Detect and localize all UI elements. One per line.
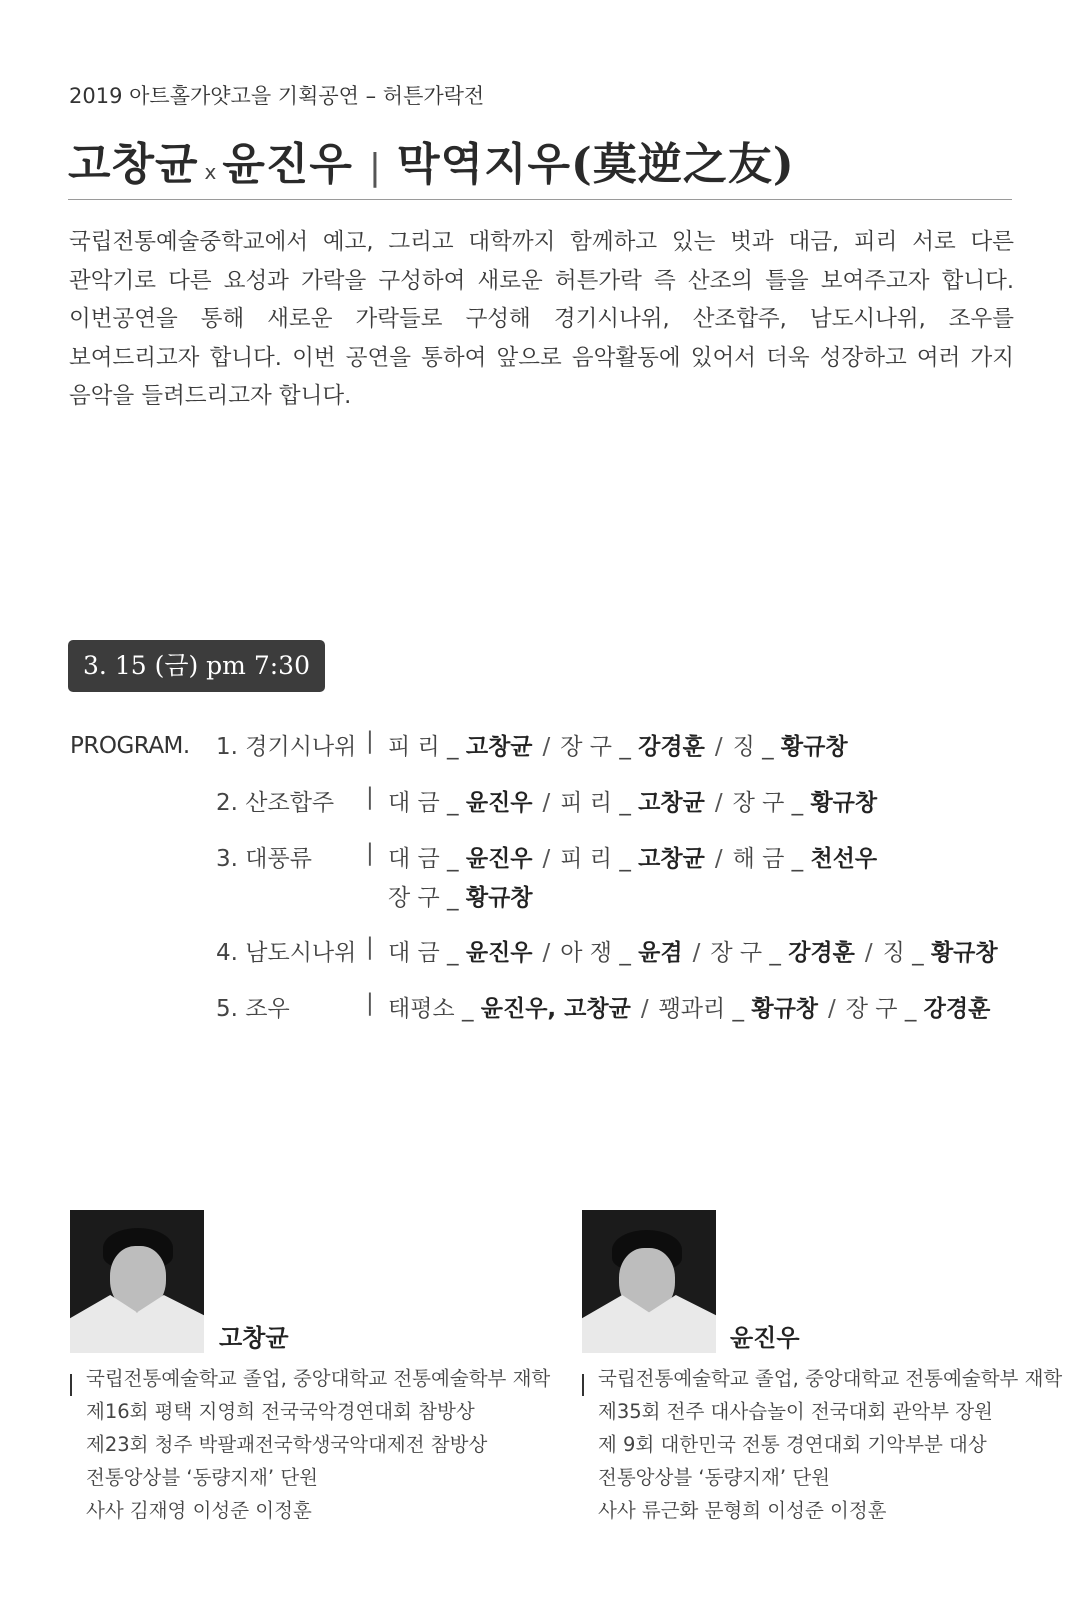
performer-name: 고창균 bbox=[465, 734, 533, 760]
bio-line: 전통앙상블 ‘동량지재’ 단원 bbox=[598, 1466, 831, 1489]
program-item-performers bbox=[388, 840, 877, 873]
program-item-performers bbox=[388, 728, 848, 761]
performer-name: 윤진우 bbox=[465, 846, 533, 872]
date-badge: 3. 15 (금) pm 7:30 bbox=[68, 640, 325, 692]
bio-line: 사사 류근화 문형희 이성준 이정훈 bbox=[598, 1499, 887, 1522]
program-separator: / bbox=[692, 940, 701, 966]
program-item-bar: | bbox=[366, 728, 374, 754]
performer-name: 황규창 bbox=[465, 885, 533, 911]
bio-line: 전통앙상블 ‘동량지재’ 단원 bbox=[86, 1466, 319, 1489]
bio-line: 제16회 평택 지영희 전국국악경연대회 참방상 bbox=[86, 1400, 475, 1423]
program-item-name: 5. 조우 bbox=[216, 996, 290, 1022]
instrument-label: 장 구 _ bbox=[845, 996, 917, 1022]
bio-line: 제35회 전주 대사습놀이 전국대회 관악부 장원 bbox=[598, 1400, 993, 1423]
performer-name: 고창균 bbox=[638, 846, 705, 872]
program-separator: / bbox=[864, 940, 873, 966]
performer-name: 황규창 bbox=[930, 940, 998, 966]
intro-text bbox=[69, 223, 1014, 416]
instrument-label: 태평소 _ bbox=[388, 996, 474, 1022]
intro-line: 이번공연을 통해 새로운 가락들로 구성해 경기시나위, 산조합주, 남도시나위, 조우를 bbox=[69, 306, 1014, 332]
profile-bio-2 bbox=[582, 1362, 1062, 1527]
performer-name: 황규창 bbox=[810, 790, 878, 816]
instrument-label: 해 금 _ bbox=[732, 846, 804, 872]
instrument-label: 대 금 _ bbox=[388, 846, 459, 872]
performer-name: 윤겸 bbox=[638, 940, 683, 966]
program-item-bar: | bbox=[366, 784, 374, 810]
performer-name: 윤진우 bbox=[465, 790, 533, 816]
performer-photo-1 bbox=[70, 1210, 204, 1353]
intro-line: 음악을 들려드리고자 합니다. bbox=[69, 383, 352, 409]
program-separator: / bbox=[542, 734, 551, 760]
program-separator: / bbox=[542, 940, 551, 966]
program-separator: / bbox=[828, 996, 836, 1022]
program-item-bar: | bbox=[366, 934, 374, 960]
performer-name: 황규창 bbox=[751, 996, 819, 1022]
program-item-name: 2. 산조합주 bbox=[216, 790, 335, 816]
performer-photo-2 bbox=[582, 1210, 716, 1353]
program-separator: / bbox=[714, 734, 723, 760]
program-separator: / bbox=[714, 846, 723, 872]
profile-name-2: 윤진우 bbox=[730, 1324, 800, 1352]
bio-bar bbox=[582, 1374, 584, 1396]
profile-bio-1 bbox=[70, 1362, 550, 1527]
performer-name: 강경훈 bbox=[923, 996, 991, 1022]
instrument-label: 아 쟁 _ bbox=[560, 940, 631, 966]
performer-name-1: 고창균 bbox=[68, 139, 199, 190]
program-item-name: 1. 경기시나위 bbox=[216, 734, 357, 760]
instrument-label: 피 리 _ bbox=[388, 734, 459, 760]
program-item-name: 4. 남도시나위 bbox=[216, 940, 357, 966]
intro-line: 국립전통예술중학교에서 예고, 그리고 대학까지 함께하고 있는 벗과 대금, 피리 서로 다른 bbox=[69, 229, 1014, 255]
instrument-label: 장 구 _ bbox=[710, 940, 781, 966]
event-subtitle: 2019 아트홀가얏고을 기획공연 – 허튼가락전 bbox=[69, 84, 485, 108]
profile-name-1: 고창균 bbox=[219, 1324, 289, 1352]
concert-title: 막역지우(莫逆之友) bbox=[397, 139, 795, 190]
performer-name: 강경훈 bbox=[788, 940, 855, 966]
intro-line: 관악기로 다른 요성과 가락을 구성하여 새로운 허튼가락 즉 산조의 틀을 보여주고자 합니다. bbox=[69, 267, 1014, 294]
page-title bbox=[68, 128, 795, 188]
instrument-label: 피 리 _ bbox=[560, 846, 631, 872]
performer-name: 강경훈 bbox=[638, 734, 705, 760]
performer-name-2: 윤진우 bbox=[222, 139, 353, 190]
program-item-performers bbox=[388, 990, 990, 1023]
program-separator: / bbox=[640, 996, 649, 1022]
title-divider: | bbox=[368, 147, 382, 188]
instrument-label: 장 구 _ bbox=[560, 734, 631, 760]
bio-line: 제23회 청주 박팔괘전국학생국악대제전 참방상 bbox=[86, 1433, 488, 1456]
title-rule bbox=[68, 199, 1012, 200]
bio-line: 사사 김재영 이성준 이정훈 bbox=[86, 1499, 312, 1522]
performer-name: 천선우 bbox=[810, 846, 878, 872]
program-item-name: 3. 대풍류 bbox=[216, 846, 312, 872]
program-item-performers bbox=[388, 934, 998, 967]
program-item-bar: | bbox=[366, 990, 374, 1016]
bio-line: 국립전통예술학교 졸업, 중앙대학교 전통예술학부 재학 bbox=[86, 1367, 551, 1390]
program-separator: / bbox=[714, 790, 723, 816]
program-separator: / bbox=[542, 790, 551, 816]
bio-line: 국립전통예술학교 졸업, 중앙대학교 전통예술학부 재학 bbox=[598, 1367, 1063, 1390]
bio-bar bbox=[70, 1374, 72, 1396]
performer-name: 윤진우, 고창균 bbox=[480, 996, 631, 1022]
program-item-bar: | bbox=[366, 840, 374, 866]
bio-line: 제 9회 대한민국 전통 경연대회 기악부분 대상 bbox=[598, 1433, 987, 1456]
instrument-label: 꽹과리 _ bbox=[658, 996, 745, 1022]
instrument-label: 징 _ bbox=[882, 940, 924, 966]
instrument-label: 장 구 _ bbox=[388, 885, 459, 911]
program-item-performers-line2 bbox=[388, 879, 533, 912]
instrument-label: 장 구 _ bbox=[732, 790, 804, 816]
program-separator: / bbox=[542, 846, 551, 872]
instrument-label: 징 _ bbox=[732, 734, 774, 760]
performer-name: 윤진우 bbox=[465, 940, 533, 966]
program-label: PROGRAM. bbox=[70, 733, 190, 759]
instrument-label: 대 금 _ bbox=[388, 940, 459, 966]
performer-name: 황규창 bbox=[780, 734, 848, 760]
intro-line: 보여드리고자 합니다. 이번 공연을 통하여 앞으로 음악활동에 있어서 더욱 성장하고 여러 가지 bbox=[69, 344, 1014, 371]
x-mark: x bbox=[204, 160, 217, 184]
instrument-label: 피 리 _ bbox=[560, 790, 631, 816]
performer-name: 고창균 bbox=[638, 790, 705, 816]
instrument-label: 대 금 _ bbox=[388, 790, 459, 816]
program-item-performers bbox=[388, 784, 877, 817]
